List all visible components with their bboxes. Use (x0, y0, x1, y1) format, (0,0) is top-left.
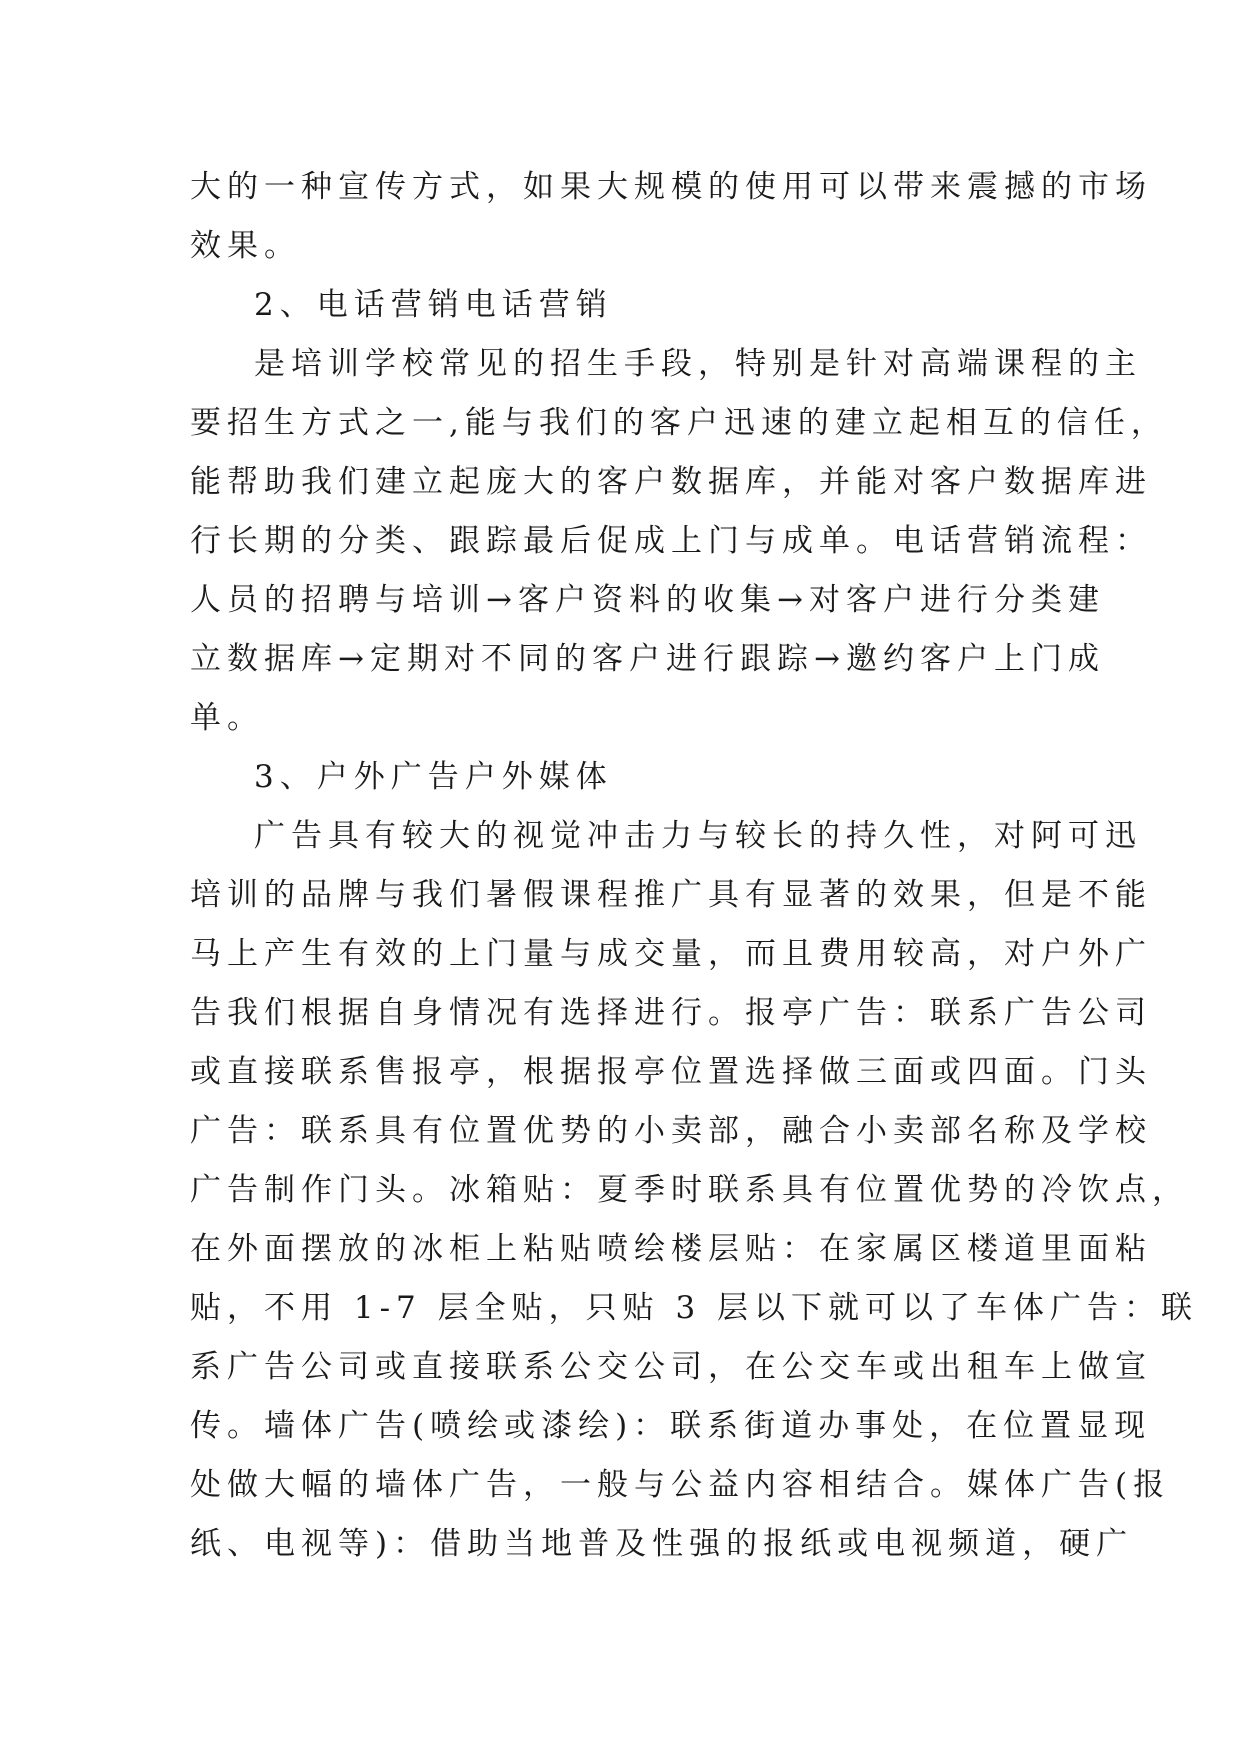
section-heading-2: 2、电话营销电话营销 (254, 287, 613, 323)
section-heading-3: 3、户外广告户外媒体 (254, 759, 613, 795)
text-line: 大的一种宣传方式，如果大规模的使用可以带来震撼的市场 (190, 169, 1152, 205)
text-line: 告我们根据自身情况有选择进行。报亭广告：联系广告公司 (190, 995, 1152, 1031)
text-line: 单。 (190, 700, 264, 736)
text-line: 纸、电视等)：借助当地普及性强的报纸或电视频道，硬广 (190, 1526, 1134, 1562)
text-line: 广告制作门头。冰箱贴：夏季时联系具有位置优势的冷饮点， (190, 1172, 1189, 1208)
text-line: 要招生方式之一,能与我们的客户迅速的建立起相互的信任， (190, 405, 1168, 441)
text-line: 培训的品牌与我们暑假课程推广具有显著的效果，但是不能 (190, 877, 1152, 913)
text-line: 贴，不用 1-7 层全贴，只贴 3 层以下就可以了车体广告：联 (190, 1290, 1199, 1326)
text-line: 或直接联系售报亭，根据报亭位置选择做三面或四面。门头 (190, 1054, 1152, 1090)
text-line: 广告：联系具有位置优势的小卖部，融合小卖部名称及学校 (190, 1113, 1152, 1149)
text-line: 马上产生有效的上门量与成交量，而且费用较高，对户外广 (190, 936, 1152, 972)
text-line: 广告具有较大的视觉冲击力与较长的持久性，对阿可迅 (254, 818, 1142, 854)
text-line: 处做大幅的墙体广告，一般与公益内容相结合。媒体广告(报 (190, 1467, 1171, 1503)
text-line: 在外面摆放的冰柜上粘贴喷绘楼层贴：在家属区楼道里面粘 (190, 1231, 1152, 1267)
text-line: 行长期的分类、跟踪最后促成上门与成单。电话营销流程： (190, 523, 1152, 559)
text-line: 是培训学校常见的招生手段，特别是针对高端课程的主 (254, 346, 1142, 382)
text-line: 能帮助我们建立起庞大的客户数据库，并能对客户数据库进 (190, 464, 1152, 500)
text-line: 系广告公司或直接联系公交公司，在公交车或出租车上做宣 (190, 1349, 1152, 1385)
text-line: 传。墙体广告(喷绘或漆绘)：联系街道办事处，在位置显现 (190, 1408, 1152, 1444)
document-body (190, 158, 1199, 1574)
text-line: 效果。 (190, 228, 301, 264)
text-line: 立数据库→定期对不同的客户进行跟踪→邀约客户上门成 (190, 641, 1105, 677)
text-line: 人员的招聘与培训→客户资料的收集→对客户进行分类建 (190, 582, 1105, 618)
